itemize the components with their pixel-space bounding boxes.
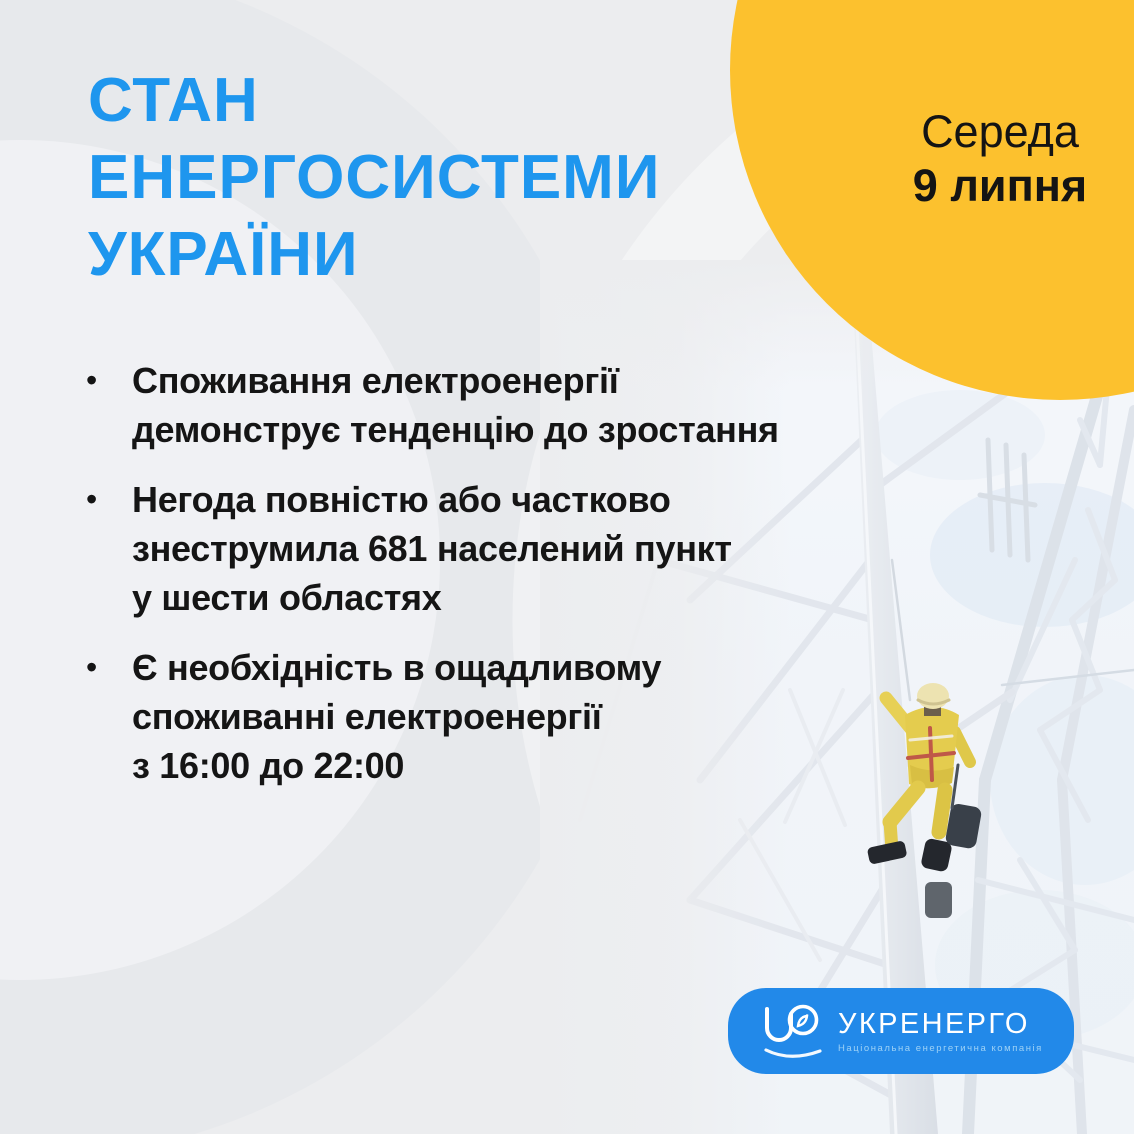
list-item	[86, 643, 779, 790]
ukrenergo-u-leaf-icon	[762, 1003, 826, 1059]
bullet-1-line-2: демонструє тенденцію до зростання	[132, 409, 779, 450]
bullet-list	[86, 356, 779, 811]
logo-name: УКРЕНЕРГО	[838, 1008, 1030, 1040]
bullet-3-line-2: споживанні електроенергії	[132, 696, 602, 737]
logo-tagline: Національна енергетична компанія	[838, 1043, 1043, 1054]
bullet-3-line-1: Є необхідність в ощадливому	[132, 647, 662, 688]
bullet-dot: •	[86, 481, 98, 517]
list-item	[86, 475, 779, 622]
logo-texts	[838, 1008, 1043, 1054]
bullet-1-line-1: Споживання електроенергії	[132, 360, 619, 401]
bullet-text	[132, 643, 661, 790]
date-badge	[880, 106, 1120, 212]
page-title	[88, 62, 660, 293]
date-day: 9 липня	[912, 160, 1088, 211]
list-item	[86, 356, 779, 454]
bullet-2-line-2: знеструмила 681 населений пункт	[132, 528, 732, 569]
bullet-text	[132, 356, 779, 454]
bullet-2-line-3: у шести областях	[132, 577, 442, 618]
ukrenergo-logo-badge	[728, 988, 1074, 1074]
bullet-dot: •	[86, 649, 98, 685]
date-weekday: Середа	[921, 106, 1079, 157]
title-line-2: ЕНЕРГОСИСТЕМИ	[88, 143, 661, 212]
title-line-1: СТАН	[88, 66, 259, 135]
title-line-3: УКРАЇНИ	[88, 220, 359, 289]
bullet-3-line-3: з 16:00 до 22:00	[132, 745, 405, 786]
bullet-text	[132, 475, 732, 622]
bullet-dot: •	[86, 362, 98, 398]
bullet-2-line-1: Негода повністю або частково	[132, 479, 671, 520]
